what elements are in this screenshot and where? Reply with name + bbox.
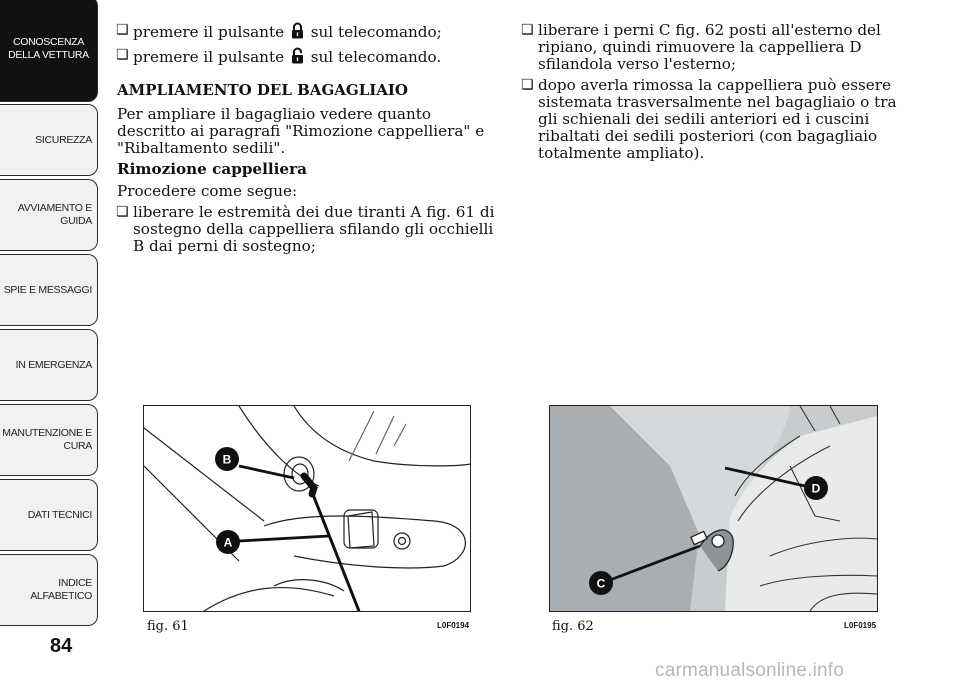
figure-61-illustration	[144, 406, 470, 611]
callout-b: B	[222, 452, 232, 467]
tab-indice[interactable]	[0, 554, 98, 626]
tab-label: IN EMERGENZA	[15, 358, 92, 371]
tab-label: INDICE	[58, 577, 92, 589]
lock-open-icon	[291, 47, 304, 68]
tab-label: CURA	[63, 440, 92, 452]
callout-d: D	[811, 481, 821, 496]
figure-61	[143, 405, 471, 612]
tab-sicurezza[interactable]	[0, 104, 98, 176]
tab-avviamento[interactable]	[0, 179, 98, 251]
bullet-text: premere il pulsante	[133, 48, 285, 66]
tab-label: ALFABETICO	[30, 590, 92, 602]
tab-label: DATI TECNICI	[27, 508, 92, 521]
bullet-text: sul telecomando.	[310, 48, 442, 66]
intro-paragraph: Per ampliare il bagagliaio vedere quanto descritto ai paragrafi "Rimozione cappelliera" e "Ribaltamento sedili".	[117, 105, 485, 157]
chapter-sidebar	[0, 0, 100, 640]
figure-62	[549, 405, 878, 612]
list-item: ❏ liberare i perni C fig. 62 posti all'esterno del ripiano, quindi rimuovere la cappelliera D sfilandola verso l'esterno;	[522, 22, 902, 73]
left-column	[117, 22, 495, 259]
tab-label: SPIE E MESSAGGI	[3, 283, 92, 296]
watermark: carmanualsonline.info	[655, 660, 845, 681]
callout-a: A	[223, 535, 233, 550]
tab-label: MANUTENZIONE E	[2, 427, 92, 439]
figure-caption: fig. 61	[147, 619, 189, 634]
tab-label: AVVIAMENTO E	[17, 202, 92, 214]
figure-code: L0F0195	[844, 621, 877, 630]
list-item: ❏ liberare le estremità dei due tiranti A fig. 61 di sostegno della cappelliera sfilando gli occhielli B dai perni di sostegno;	[117, 204, 495, 255]
subsection-heading: Rimozione cappelliera	[117, 160, 307, 178]
right-column	[522, 22, 902, 166]
tab-manutenzione[interactable]	[0, 404, 98, 476]
page-number: 84	[50, 635, 73, 657]
lock-closed-icon	[291, 22, 304, 43]
bullet-text: premere il pulsante	[133, 23, 285, 41]
tab-conoscenza[interactable]	[0, 0, 98, 102]
figure-caption: fig. 62	[552, 619, 594, 634]
tab-label: DELLA VETTURA	[8, 49, 89, 61]
procedure-text: Procedere come segue:	[117, 182, 298, 200]
section-heading: AMPLIAMENTO DEL BAGAGLIAIO	[117, 81, 408, 99]
bullet-text: sul telecomando;	[310, 23, 442, 41]
tab-emergenza[interactable]	[0, 329, 98, 401]
figure-62-illustration	[550, 406, 877, 611]
figure-code: L0F0194	[437, 621, 470, 630]
list-item: ❏ dopo averla rimossa la cappelliera può essere sistemata trasversalmente nel bagagliaio o tra gli schienali dei sedili anteriori ed i cuscini ribaltati dei sedili posteriori (con bagagliaio totalmente ampliato).	[522, 77, 902, 162]
callout-c: C	[596, 576, 606, 591]
list-item	[117, 22, 495, 43]
tab-dati-tecnici[interactable]	[0, 479, 98, 551]
tab-spie[interactable]	[0, 254, 98, 326]
tab-label: SICUREZZA	[35, 133, 92, 146]
list-item	[117, 47, 495, 68]
tab-label: GUIDA	[60, 215, 92, 227]
tab-label: CONOSCENZA	[12, 36, 85, 48]
